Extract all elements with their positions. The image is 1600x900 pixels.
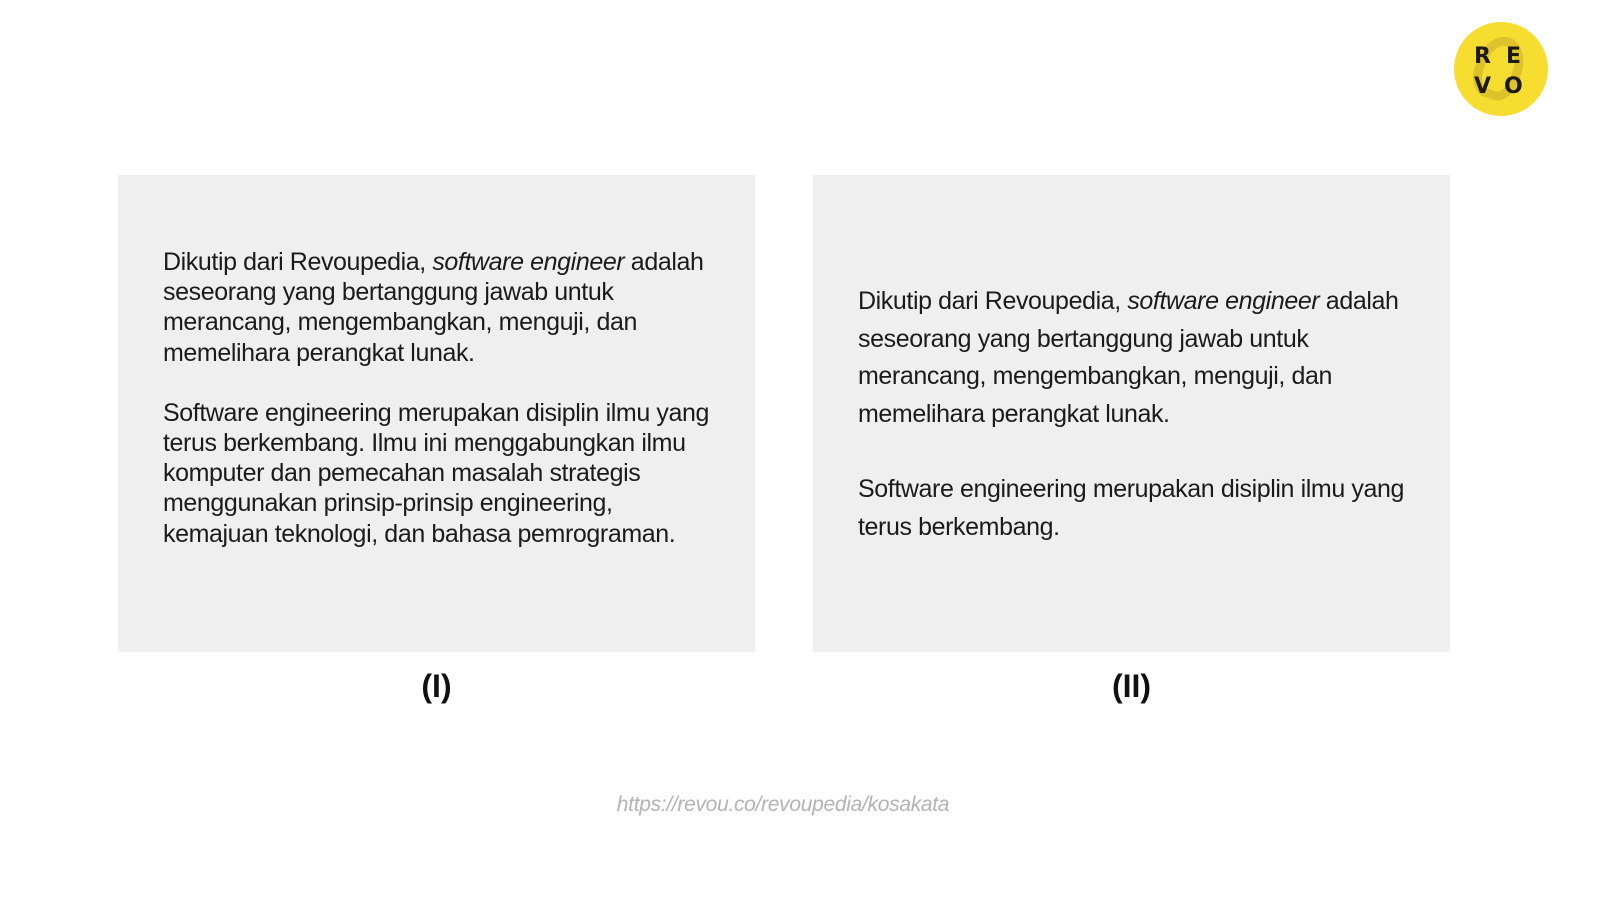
card-2-text bbox=[858, 283, 1410, 546]
emphasized-term: software engineer bbox=[432, 248, 625, 276]
card-2-paragraph-2: Software engineering merupakan disiplin ilmu yang terus berkembang. bbox=[858, 474, 1405, 541]
paragraph-rest: adalah seseorang yang bertanggung jawab untuk merancang, mengembangkan, menguji, dan memelihara perangkat lunak. bbox=[858, 287, 1399, 428]
card-1-text bbox=[163, 247, 715, 549]
paragraph-prefix: Dikutip dari Revoupedia, bbox=[858, 287, 1128, 315]
logo-letter-e: E bbox=[1506, 44, 1522, 69]
paragraph-prefix: Dikutip dari Revoupedia, bbox=[163, 248, 433, 276]
emphasized-term: software engineer bbox=[1127, 287, 1320, 315]
card-2-label: (II) bbox=[1111, 668, 1152, 704]
card-1-paragraph-1 bbox=[163, 247, 715, 368]
source-url: https://revou.co/revoupedia/kosakata bbox=[616, 793, 950, 816]
card-1-paragraph-2: Software engineering merupakan disiplin ilmu yang terus berkembang. Ilmu ini menggabungkan ilmu komputer dan pemecahan masalah strategis menggunakan prinsip-prinsip engineering, kemajuan teknologi, dan bahasa pemrograman. bbox=[163, 398, 710, 548]
logo-letter-v: V bbox=[1474, 74, 1492, 99]
paragraph-rest: adalah seseorang yang bertanggung jawab untuk merancang, mengembangkan, menguji, dan memelihara perangkat lunak. bbox=[163, 248, 704, 367]
revou-logo bbox=[1454, 22, 1548, 116]
logo-letter-r: R bbox=[1474, 44, 1491, 69]
logo-letter-o: O bbox=[1504, 74, 1523, 99]
card-2-paragraph-1 bbox=[858, 283, 1410, 433]
definition-card-2 bbox=[813, 175, 1450, 652]
card-1-label: (I) bbox=[421, 668, 452, 704]
definition-card-1 bbox=[118, 175, 755, 652]
